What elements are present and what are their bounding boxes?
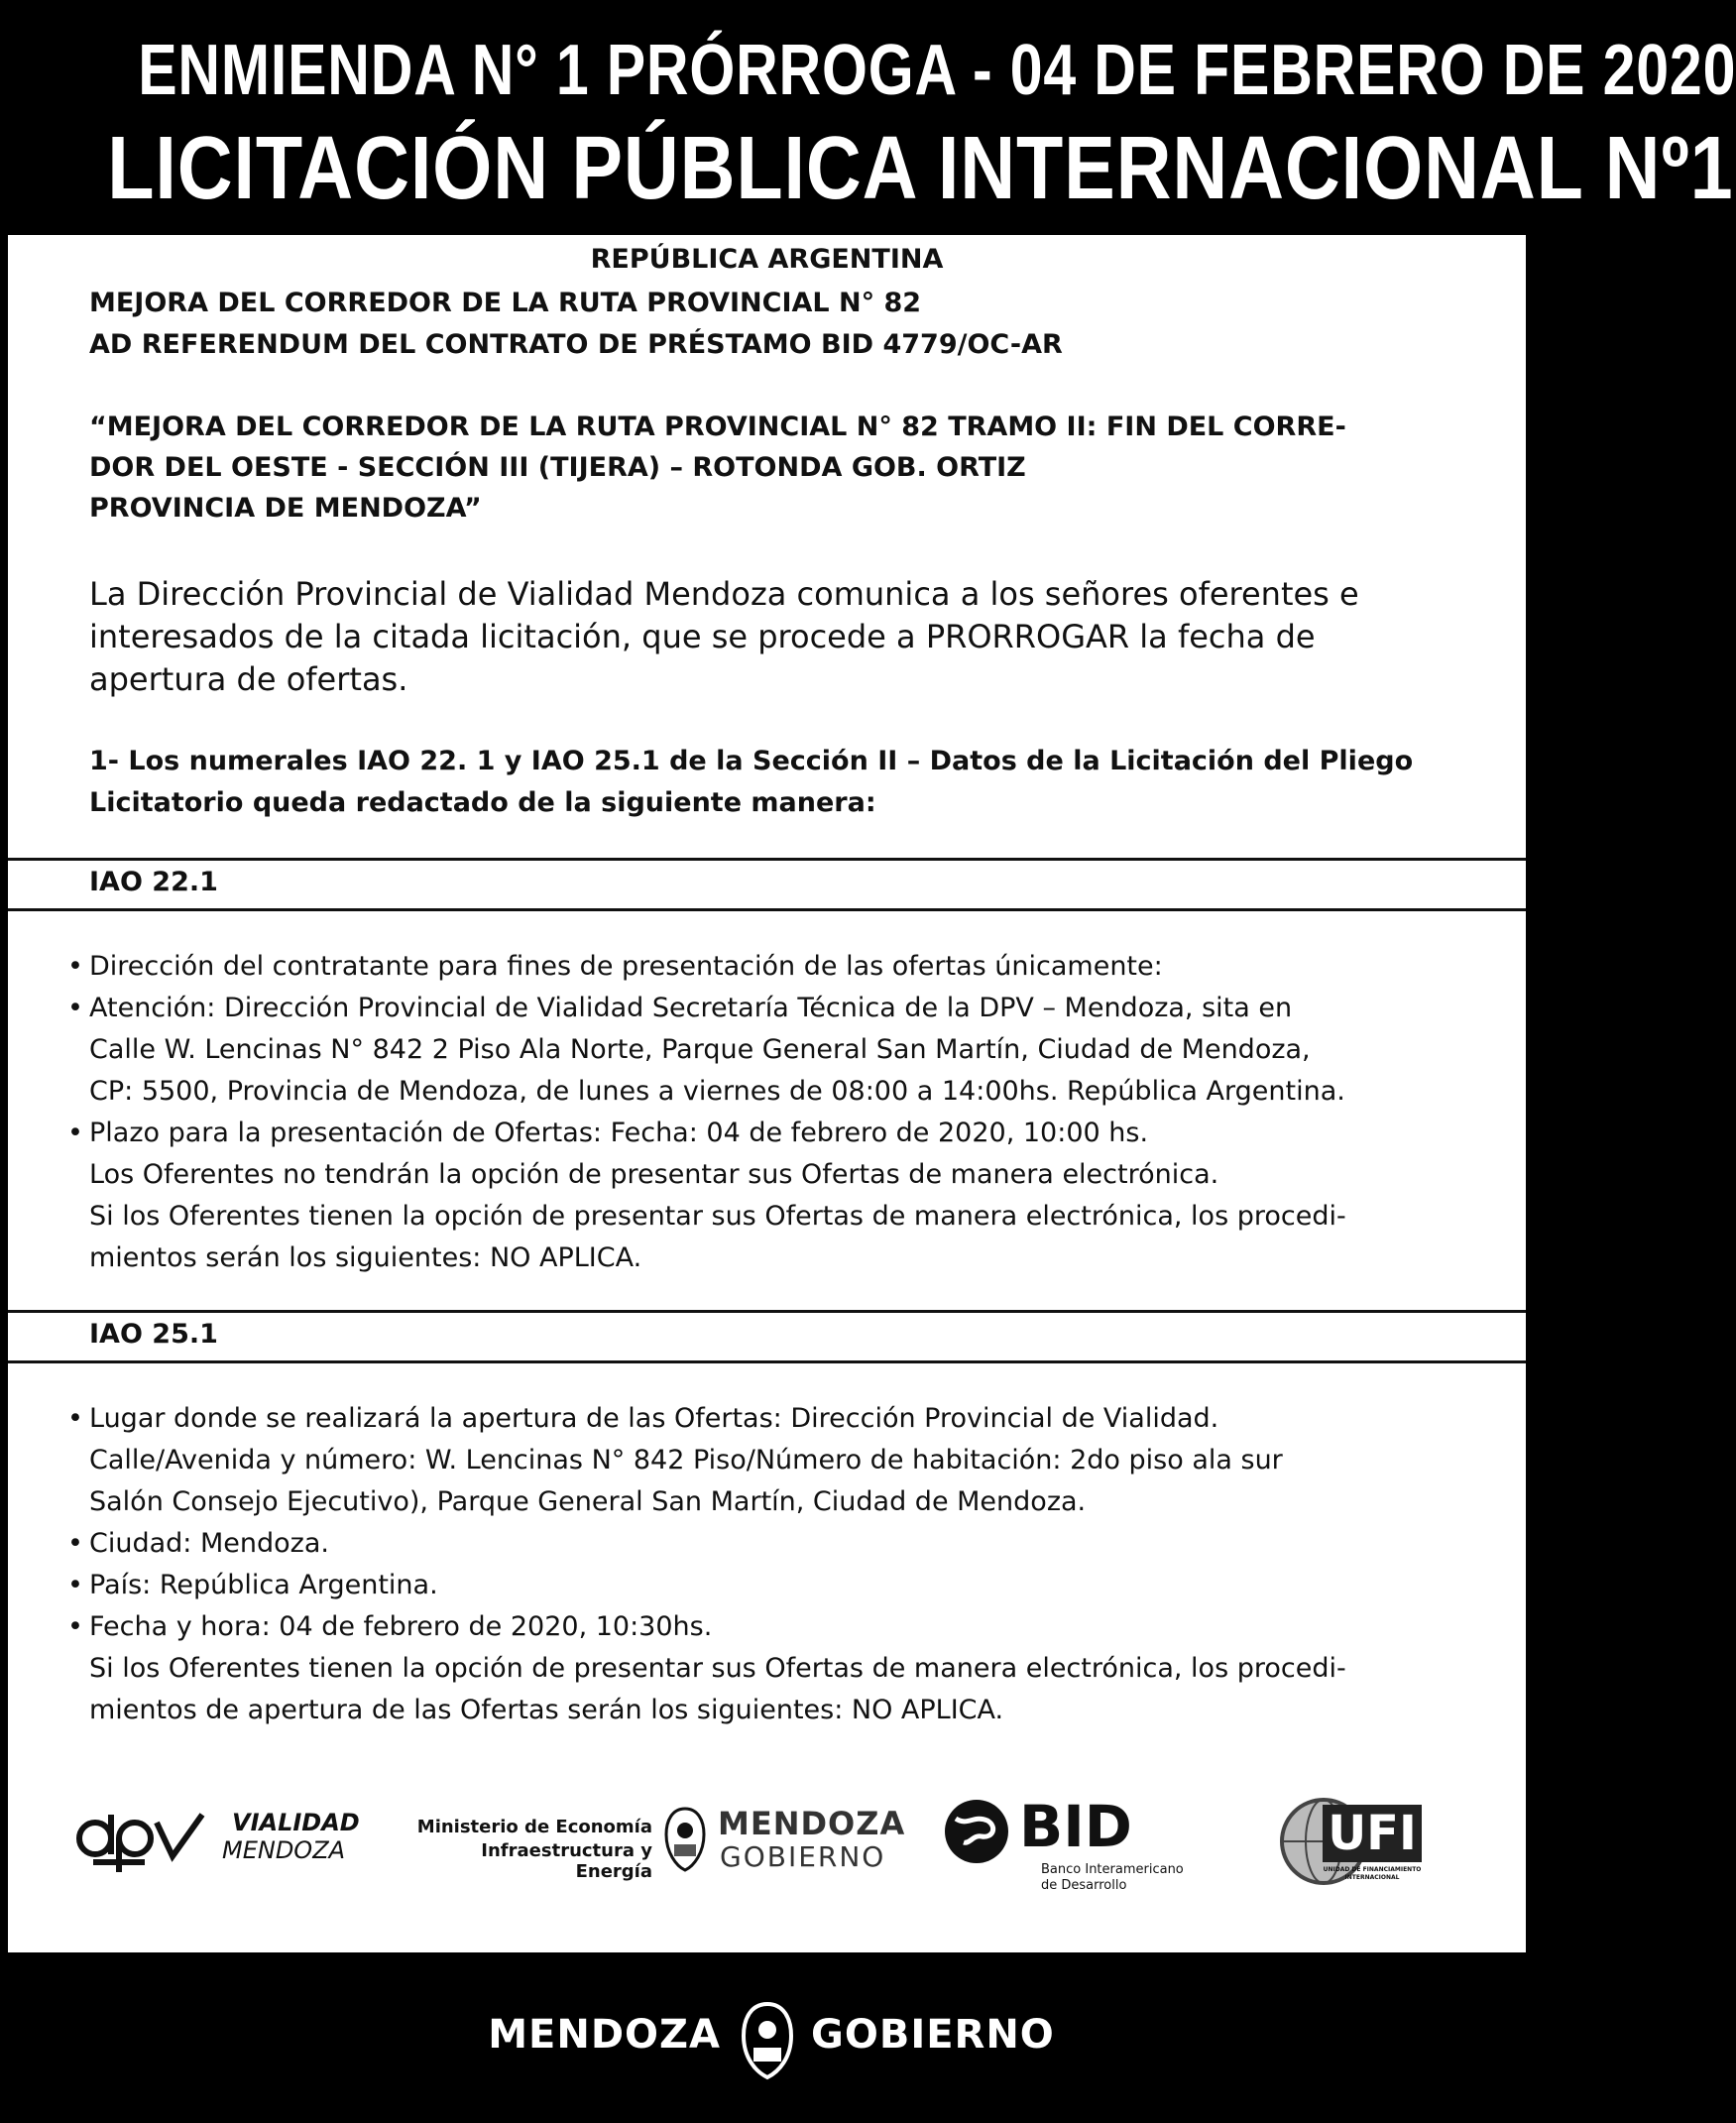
ministerio-line-1: Ministerio de Economía xyxy=(416,1817,652,1837)
globe-icon xyxy=(942,1797,1011,1866)
list-item xyxy=(67,1565,438,1606)
announcement-line-2: interesados de la citada licitación, que se procede a PRORROGAR la fecha de xyxy=(89,618,1316,655)
announcement-line-3: apertura de ofertas. xyxy=(89,660,408,698)
list-item-text: Atención: Dirección Provincial de Vialidad Secretaría Técnica de la DPV – Mendoza, sita en xyxy=(89,993,1293,1023)
list-item xyxy=(67,1606,713,1648)
ministerio-line-2: Infraestructura y Energía xyxy=(481,1840,652,1882)
list-item xyxy=(67,1398,1219,1440)
footer-right-text: GOBIERNO xyxy=(811,2012,1055,2058)
bullet-icon: • xyxy=(67,1118,83,1148)
list-item-text: Lugar donde se realizará la apertura de las Ofertas: Dirección Provincial de Vialidad. xyxy=(89,1403,1219,1434)
vialidad-region: MENDOZA xyxy=(222,1836,346,1864)
project-quote-line-1: “MEJORA DEL CORREDOR DE LA RUTA PROVINCIAL N° 82 TRAMO II: FIN DEL CORRE- xyxy=(89,412,1346,442)
list-item-text: País: República Argentina. xyxy=(89,1570,438,1600)
ufi-name: UFI xyxy=(1323,1805,1422,1862)
list-item xyxy=(67,1523,329,1565)
bullet-icon: • xyxy=(67,1570,83,1600)
bullet-icon: • xyxy=(67,1403,83,1434)
list-item-continued: Salón Consejo Ejecutivo), Parque General San Martín, Ciudad de Mendoza. xyxy=(89,1486,1087,1517)
list-item-text: Plazo para la presentación de Ofertas: Fecha: 04 de febrero de 2020, 10:00 hs. xyxy=(89,1118,1149,1148)
bullet-icon: • xyxy=(67,1528,83,1559)
bid-sub-2: de Desarrollo xyxy=(1041,1878,1127,1893)
notice-header xyxy=(0,0,1736,235)
mendoza-shield-icon xyxy=(662,1805,708,1874)
project-quote-line-2: DOR DEL OESTE - SECCIÓN III (TIJERA) – ROTONDA GOB. ORTIZ xyxy=(89,452,1026,483)
iao22-band xyxy=(8,858,1526,911)
amendment-title: ENMIENDA N° 1 PRÓRROGA - 04 DE FEBRERO DE 2020 xyxy=(138,31,1736,110)
list-item-continued: Los Oferentes no tendrán la opción de presentar sus Ofertas de manera electrónica. xyxy=(89,1159,1219,1190)
list-item-text: Dirección del contratante para fines de presentación de las ofertas únicamente: xyxy=(89,951,1163,982)
list-item xyxy=(67,988,1293,1029)
bid-sub-1: Banco Interamericano xyxy=(1041,1862,1184,1877)
vialidad-logo xyxy=(73,1797,371,1896)
mendoza-logo-sub: GOBIERNO xyxy=(720,1840,886,1873)
list-item-continued: mientos de apertura de las Ofertas serán los siguientes: NO APLICA. xyxy=(89,1695,1004,1725)
ufi-sub-2: INTERNACIONAL xyxy=(1344,1874,1400,1881)
footer-left-text: MENDOZA xyxy=(488,2012,721,2058)
bid-logo xyxy=(942,1793,1200,1906)
list-item-continued: Calle W. Lencinas N° 842 2 Piso Ala Norte, Parque General San Martín, Ciudad de Mendoza, xyxy=(89,1034,1311,1065)
mendoza-logo-name: MENDOZA xyxy=(718,1805,906,1842)
iao25-band xyxy=(8,1310,1526,1363)
list-item-continued: Calle/Avenida y número: W. Lencinas N° 842 Piso/Número de habitación: 2do piso ala sur xyxy=(89,1445,1283,1475)
tender-title: LICITACIÓN PÚBLICA INTERNACIONAL Nº1 xyxy=(107,119,1734,218)
bullet-icon: • xyxy=(67,1611,83,1642)
list-item-continued: mientos serán los siguientes: NO APLICA. xyxy=(89,1242,642,1273)
project-quote-line-3: PROVINCIA DE MENDOZA” xyxy=(89,493,482,524)
list-item xyxy=(67,946,1163,988)
ufi-sub-1: UNIDAD DE FINANCIAMIENTO xyxy=(1323,1866,1422,1873)
clause-line-2: Licitatorio queda redactado de la siguiente manera: xyxy=(89,787,876,818)
clause-line-1: 1- Los numerales IAO 22. 1 y IAO 25.1 de la Sección II – Datos de la Licitación del Pliego xyxy=(89,746,1414,776)
project-heading: MEJORA DEL CORREDOR DE LA RUTA PROVINCIAL N° 82 xyxy=(89,288,922,318)
country-heading: REPÚBLICA ARGENTINA xyxy=(590,244,944,275)
list-item-continued: Si los Oferentes tienen la opción de presentar sus Ofertas de manera electrónica, los procedi- xyxy=(89,1653,1346,1684)
ufi-logo xyxy=(1279,1797,1447,1906)
iao25-label: IAO 25.1 xyxy=(89,1319,218,1350)
list-item-text: Ciudad: Mendoza. xyxy=(89,1528,329,1559)
list-item-continued: Si los Oferentes tienen la opción de presentar sus Ofertas de manera electrónica, los procedi- xyxy=(89,1201,1346,1232)
bid-name: BID xyxy=(1019,1793,1132,1860)
footer xyxy=(0,1952,1534,2123)
ministerio-logo xyxy=(405,1797,920,1896)
dpv-icon xyxy=(73,1807,212,1876)
iao22-label: IAO 22.1 xyxy=(89,867,218,897)
bullet-icon: • xyxy=(67,993,83,1023)
notice-body xyxy=(8,235,1526,1952)
list-item xyxy=(67,1113,1149,1154)
vialidad-name: VIALIDAD xyxy=(232,1809,360,1836)
loan-heading: AD REFERENDUM DEL CONTRATO DE PRÉSTAMO BID 4779/OC-AR xyxy=(89,329,1063,360)
announcement-line-1: La Dirección Provincial de Vialidad Mendoza comunica a los señores oferentes e xyxy=(89,575,1359,613)
bullet-icon: • xyxy=(67,951,83,982)
mendoza-shield-icon xyxy=(738,2000,797,2081)
sponsor-logos xyxy=(8,1793,1526,1946)
list-item-text: Fecha y hora: 04 de febrero de 2020, 10:30hs. xyxy=(89,1611,713,1642)
list-item-continued: CP: 5500, Provincia de Mendoza, de lunes a viernes de 08:00 a 14:00hs. República Argentina. xyxy=(89,1076,1345,1107)
